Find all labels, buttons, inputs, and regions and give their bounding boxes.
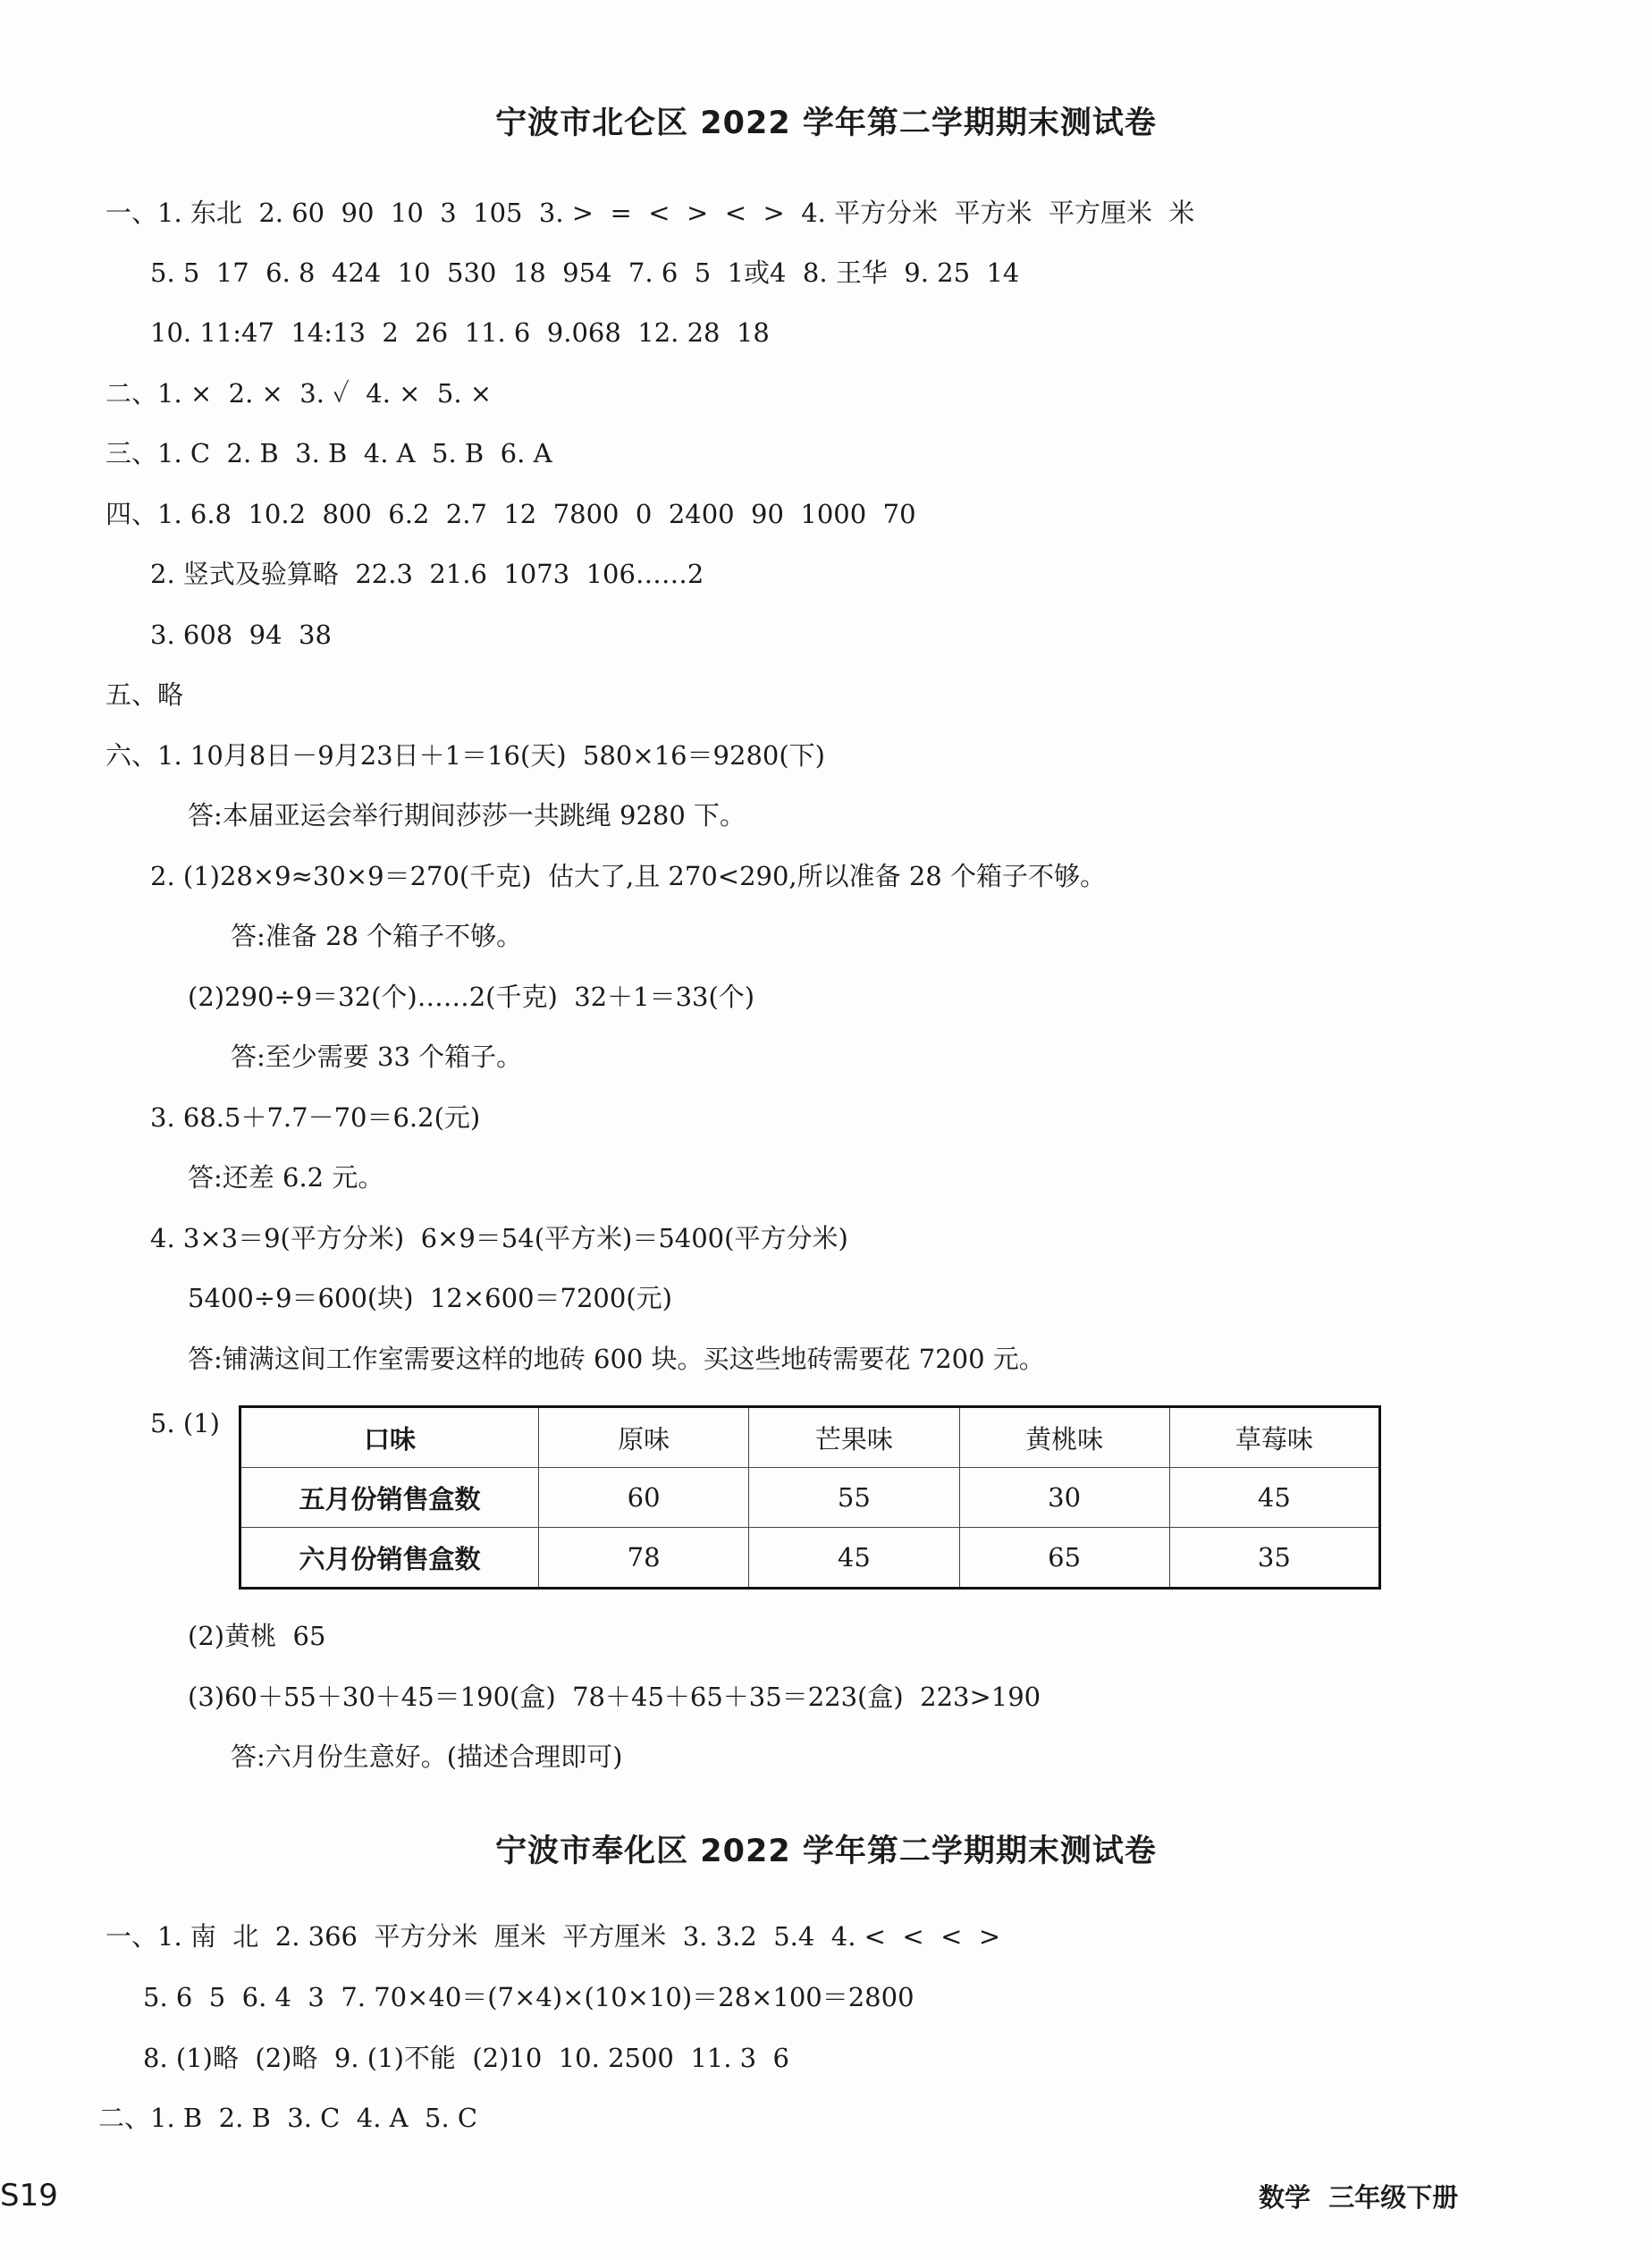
answer-line: 五、略 <box>105 679 184 710</box>
answer-line: 二、1. B 2. B 3. C 4. A 5. C <box>98 2103 478 2133</box>
answer-line: 六、1. 10月8日－9月23日＋1＝16(天) 580×16＝9280(下) <box>105 740 825 771</box>
table-header-cell: 芒果味 <box>749 1407 959 1468</box>
table-row-label: 六月份销售盒数 <box>240 1528 539 1589</box>
answer-line: 一、1. 南 北 2. 366 平方分米 厘米 平方厘米 3. 3.2 5.4 4. < < < > <box>105 1921 1001 1952</box>
table-header-row <box>240 1407 1380 1468</box>
table-cell: 65 <box>959 1528 1169 1589</box>
table-cell: 78 <box>539 1528 749 1589</box>
answer-line: 答:本届亚运会举行期间莎莎一共跳绳 9280 下。 <box>188 800 746 831</box>
answer-line: 答:至少需要 33 个箱子。 <box>231 1041 523 1072</box>
answer-line: 四、1. 6.8 10.2 800 6.2 2.7 12 7800 0 2400 90 1000 70 <box>105 499 916 529</box>
answer-line: 一、1. 东北 2. 60 90 10 3 105 3. > = < > < > 4. 平方分米 平方米 平方厘米 米 <box>105 198 1195 228</box>
answer-line: (2)黄桃 65 <box>188 1621 326 1651</box>
section-title-fenghua: 宁波市奉化区 2022 学年第二学期期末测试卷 <box>495 1834 1157 1869</box>
answer-line: 3. 68.5＋7.7－70＝6.2(元) <box>150 1102 481 1133</box>
table-cell: 55 <box>749 1468 959 1528</box>
answer-line: 4. 3×3＝9(平方分米) 6×9＝54(平方米)＝5400(平方分米) <box>150 1223 848 1253</box>
answer-line: (3)60＋55＋30＋45＝190(盒) 78＋45＋65＋35＝223(盒) 223>190 <box>188 1682 1041 1712</box>
table-header-cell: 草莓味 <box>1169 1407 1379 1468</box>
answer-line: 8. (1)略 (2)略 9. (1)不能 (2)10 10. 2500 11. 3 6 <box>143 2043 789 2073</box>
sales-table <box>239 1405 1381 1590</box>
table-cell: 35 <box>1169 1528 1379 1589</box>
answer-line: 5400÷9＝600(块) 12×600＝7200(元) <box>188 1283 672 1313</box>
table-row <box>240 1528 1380 1589</box>
answer-line: 答:铺满这间工作室需要这样的地砖 600 块。买这些地砖需要花 7200 元。 <box>188 1344 1045 1374</box>
table-cell: 60 <box>539 1468 749 1528</box>
table-cell: 45 <box>1169 1468 1379 1528</box>
page-number: S19 <box>0 2178 58 2214</box>
answer-line: 答:六月份生意好。(描述合理即可) <box>231 1741 623 1772</box>
answer-line: 10. 11:47 14:13 2 26 11. 6 9.068 12. 28 18 <box>150 317 770 348</box>
table-cell: 45 <box>749 1528 959 1589</box>
table-header-cell: 口味 <box>240 1407 539 1468</box>
sales-table-wrapper <box>239 1405 1381 1584</box>
answer-line: 答:还差 6.2 元。 <box>188 1162 384 1193</box>
answer-line: (2)290÷9＝32(个)……2(千克) 32＋1＝33(个) <box>188 982 755 1012</box>
answer-line: 5. (1) <box>150 1408 220 1438</box>
table-header-cell: 原味 <box>539 1407 749 1468</box>
answer-line: 2. 竖式及验算略 22.3 21.6 1073 106……2 <box>150 559 704 589</box>
table-header-cell: 黄桃味 <box>959 1407 1169 1468</box>
table-cell: 30 <box>959 1468 1169 1528</box>
answer-line: 5. 5 17 6. 8 424 10 530 18 954 7. 6 5 1或4 8. 王华 9. 25 14 <box>150 257 1020 288</box>
table-row <box>240 1468 1380 1528</box>
section-title-beilun: 宁波市北仑区 2022 学年第二学期期末测试卷 <box>495 105 1157 141</box>
answer-line: 二、1. × 2. × 3. ✓ 4. × 5. × <box>105 378 493 409</box>
answer-line: 答:准备 28 个箱子不够。 <box>231 921 523 951</box>
answer-line: 3. 608 94 38 <box>150 620 332 650</box>
table-row-label: 五月份销售盒数 <box>240 1468 539 1528</box>
answer-line: 三、1. C 2. B 3. B 4. A 5. B 6. A <box>105 438 552 468</box>
answer-line: 5. 6 5 6. 4 3 7. 70×40＝(7×4)×(10×10)＝28×100＝2800 <box>143 1982 914 2012</box>
book-label: 数学 三年级下册 <box>1259 2182 1459 2213</box>
answer-line: 2. (1)28×9≈30×9＝270(千克) 估大了,且 270<290,所以准备 28 个箱子不够。 <box>150 861 1106 891</box>
